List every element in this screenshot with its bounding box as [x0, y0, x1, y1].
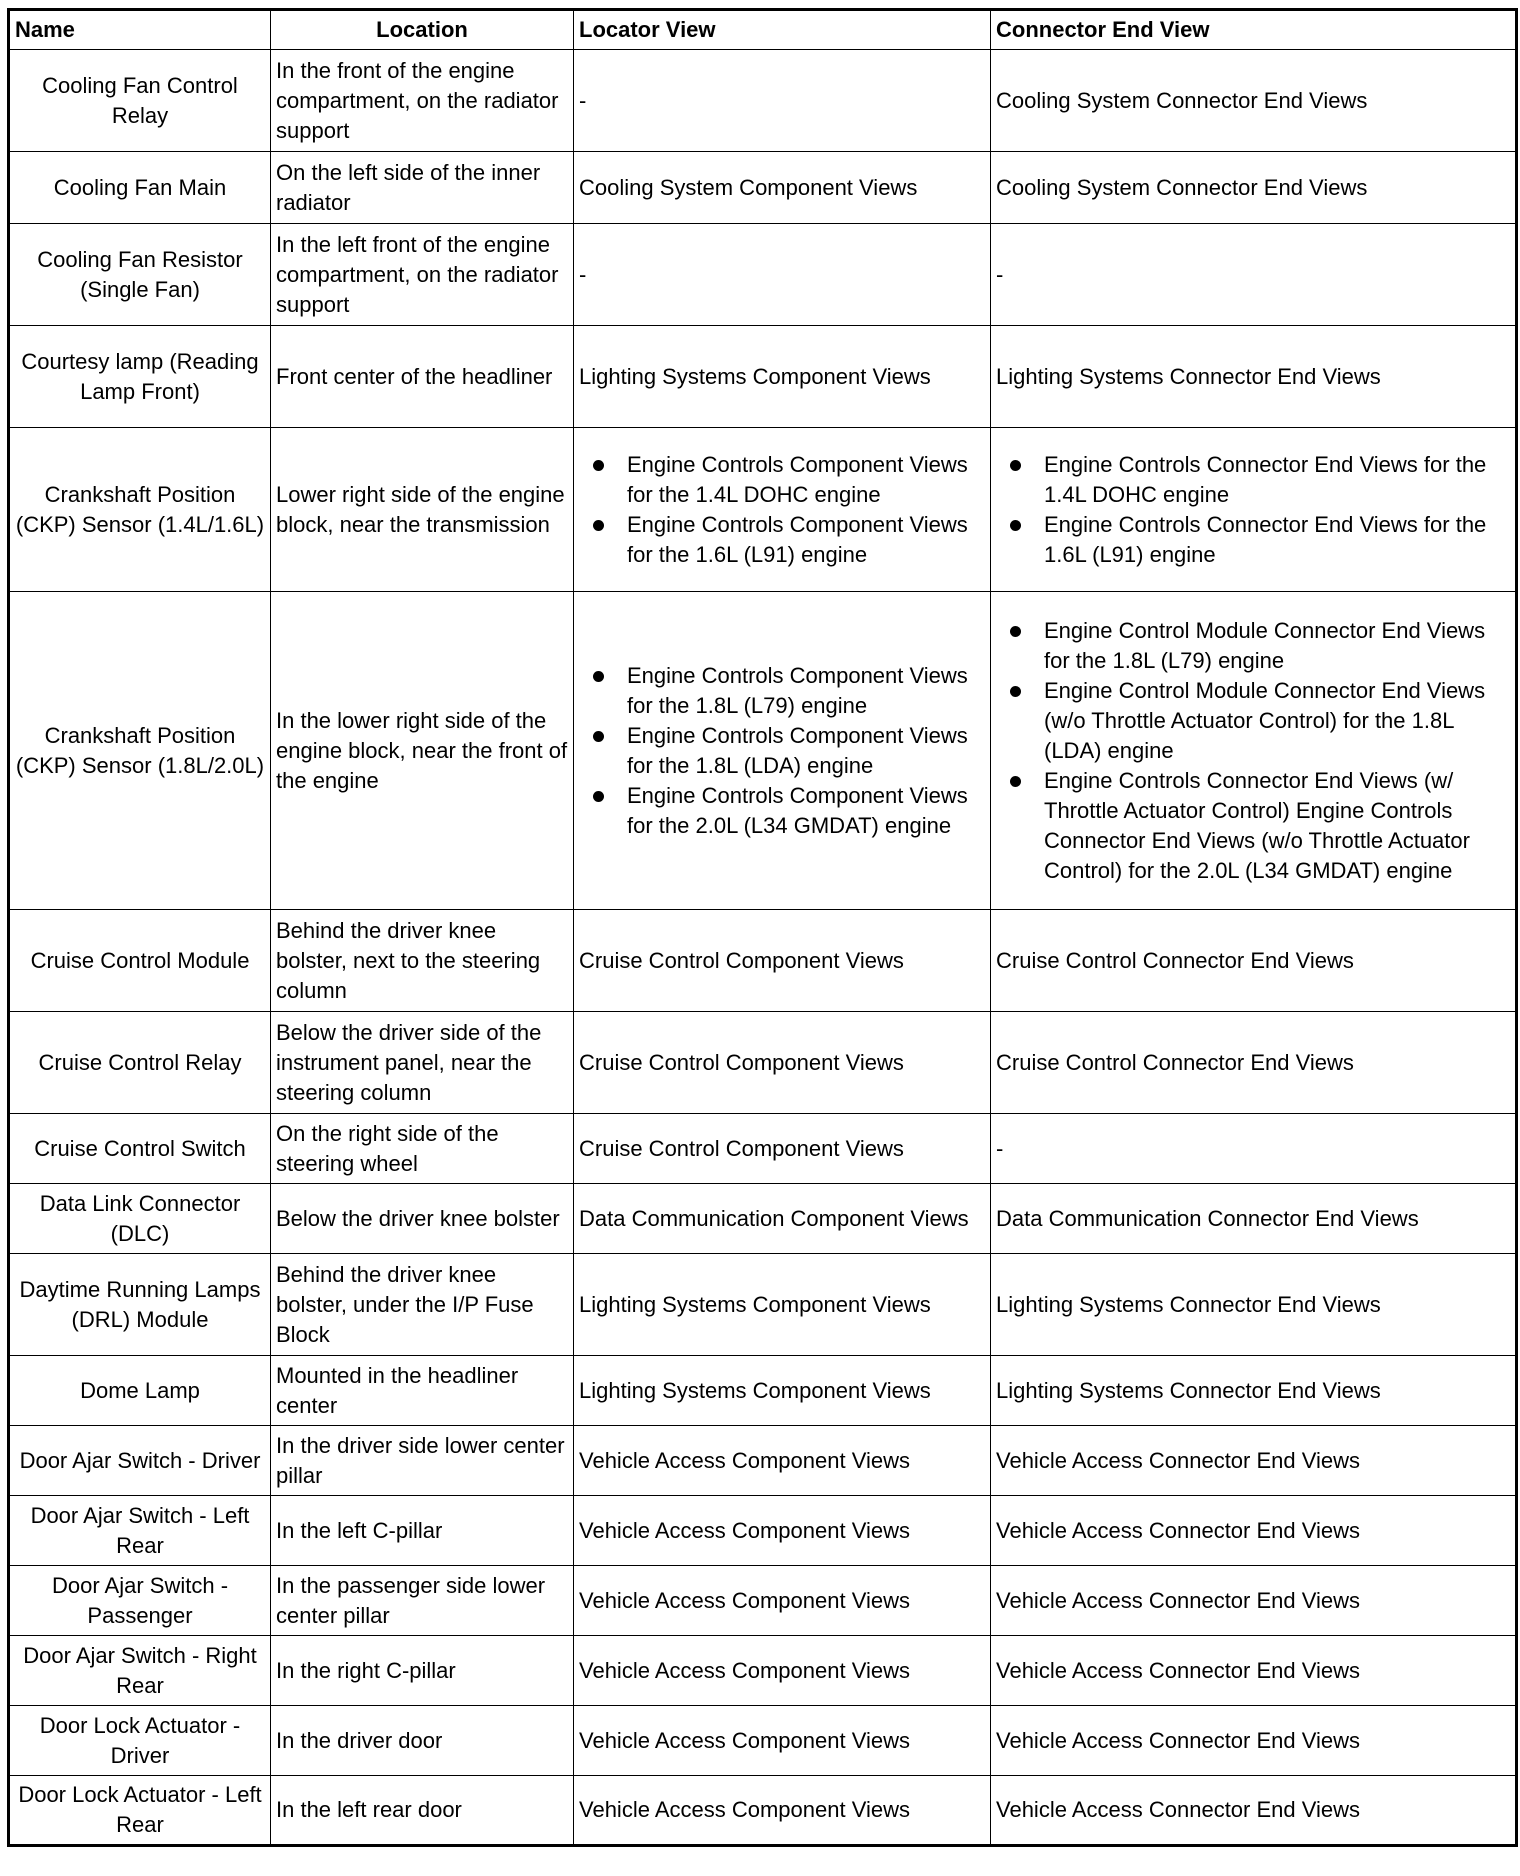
connector-end-view-cell: Cooling System Connector End Views: [991, 50, 1517, 152]
connector-end-view-cell: Vehicle Access Connector End Views: [991, 1776, 1517, 1846]
connector-end-view-cell: Cruise Control Connector End Views: [991, 1012, 1517, 1114]
bullet-item: Engine Controls Connector End Views for the 1.6L (L91) engine: [1044, 510, 1510, 570]
connector-end-view-cell: Vehicle Access Connector End Views: [991, 1566, 1517, 1636]
location-cell: Behind the driver knee bolster, under the I/P Fuse Block: [271, 1254, 574, 1356]
location-cell: In the left front of the engine compartment, on the radiator support: [271, 224, 574, 326]
connector-end-view-cell: Cooling System Connector End Views: [991, 152, 1517, 224]
connector-end-view-cell: Lighting Systems Connector End Views: [991, 1254, 1517, 1356]
locator-view-cell: -: [574, 224, 991, 326]
table-row: [9, 50, 1517, 152]
header-connector-end-view: Connector End View: [991, 10, 1517, 50]
table-row: [9, 1426, 1517, 1496]
connector-end-view-cell: Lighting Systems Connector End Views: [991, 326, 1517, 428]
table-row: [9, 1776, 1517, 1846]
name-cell: Cruise Control Relay: [9, 1012, 271, 1114]
table-row: [9, 1566, 1517, 1636]
locator-view-cell: Lighting Systems Component Views: [574, 1254, 991, 1356]
location-cell: Below the driver side of the instrument panel, near the steering column: [271, 1012, 574, 1114]
table-row: [9, 1012, 1517, 1114]
connector-end-view-cell: [991, 592, 1517, 910]
bullet-item: Engine Control Module Connector End Views (w/o Throttle Actuator Control) for the 1.8L (LDA) engine: [1044, 676, 1510, 766]
name-cell: Door Ajar Switch - Driver: [9, 1426, 271, 1496]
locator-view-cell: Cruise Control Component Views: [574, 1114, 991, 1184]
locator-view-cell: Cruise Control Component Views: [574, 1012, 991, 1114]
bullet-list: [579, 661, 985, 841]
location-cell: In the right C-pillar: [271, 1636, 574, 1706]
location-cell: In the driver door: [271, 1706, 574, 1776]
bullet-item: Engine Control Module Connector End Views for the 1.8L (L79) engine: [1044, 616, 1510, 676]
locator-view-cell: Lighting Systems Component Views: [574, 326, 991, 428]
header-locator-view: Locator View: [574, 10, 991, 50]
connector-end-view-cell: Vehicle Access Connector End Views: [991, 1426, 1517, 1496]
name-cell: Cruise Control Module: [9, 910, 271, 1012]
connector-end-view-cell: Vehicle Access Connector End Views: [991, 1496, 1517, 1566]
locator-view-cell: Vehicle Access Component Views: [574, 1566, 991, 1636]
location-cell: Mounted in the headliner center: [271, 1356, 574, 1426]
locator-view-cell: Cooling System Component Views: [574, 152, 991, 224]
name-cell: Crankshaft Position (CKP) Sensor (1.8L/2.0L): [9, 592, 271, 910]
component-locator-table: [7, 8, 1518, 1847]
bullet-item: Engine Controls Component Views for the 2.0L (L34 GMDAT) engine: [627, 781, 985, 841]
locator-view-cell: Data Communication Component Views: [574, 1184, 991, 1254]
location-cell: Lower right side of the engine block, near the transmission: [271, 428, 574, 592]
locator-view-cell: Cruise Control Component Views: [574, 910, 991, 1012]
name-cell: Courtesy lamp (Reading Lamp Front): [9, 326, 271, 428]
connector-end-view-cell: Cruise Control Connector End Views: [991, 910, 1517, 1012]
name-cell: Door Ajar Switch - Right Rear: [9, 1636, 271, 1706]
bullet-item: Engine Controls Connector End Views (w/ Throttle Actuator Control) Engine Controls Connector End Views (w/o Throttle Actuator Control) for the 2.0L (L34 GMDAT) engine: [1044, 766, 1510, 886]
name-cell: Crankshaft Position (CKP) Sensor (1.4L/1.6L): [9, 428, 271, 592]
connector-end-view-cell: Vehicle Access Connector End Views: [991, 1636, 1517, 1706]
table-row: [9, 1254, 1517, 1356]
location-cell: Below the driver knee bolster: [271, 1184, 574, 1254]
location-cell: In the left C-pillar: [271, 1496, 574, 1566]
table-row: [9, 1636, 1517, 1706]
location-cell: In the lower right side of the engine block, near the front of the engine: [271, 592, 574, 910]
table-body: [9, 50, 1517, 1846]
name-cell: Cooling Fan Main: [9, 152, 271, 224]
locator-view-cell: Vehicle Access Component Views: [574, 1496, 991, 1566]
name-cell: Door Ajar Switch - Passenger: [9, 1566, 271, 1636]
location-cell: Front center of the headliner: [271, 326, 574, 428]
table-row: [9, 326, 1517, 428]
connector-end-view-cell: -: [991, 1114, 1517, 1184]
name-cell: Door Lock Actuator - Driver: [9, 1706, 271, 1776]
connector-end-view-cell: Vehicle Access Connector End Views: [991, 1706, 1517, 1776]
location-cell: In the driver side lower center pillar: [271, 1426, 574, 1496]
name-cell: Dome Lamp: [9, 1356, 271, 1426]
table-row: [9, 1184, 1517, 1254]
locator-view-cell: Vehicle Access Component Views: [574, 1776, 991, 1846]
table-row: [9, 152, 1517, 224]
table-row: [9, 1356, 1517, 1426]
location-cell: In the passenger side lower center pillar: [271, 1566, 574, 1636]
bullet-list: [579, 450, 985, 570]
bullet-item: Engine Controls Connector End Views for the 1.4L DOHC engine: [1044, 450, 1510, 510]
connector-end-view-cell: Lighting Systems Connector End Views: [991, 1356, 1517, 1426]
header-name: Name: [9, 10, 271, 50]
table-row: [9, 428, 1517, 592]
location-cell: On the left side of the inner radiator: [271, 152, 574, 224]
bullet-item: Engine Controls Component Views for the 1.4L DOHC engine: [627, 450, 985, 510]
locator-view-cell: [574, 592, 991, 910]
connector-end-view-cell: Data Communication Connector End Views: [991, 1184, 1517, 1254]
name-cell: Cooling Fan Control Relay: [9, 50, 271, 152]
bullet-list: [996, 450, 1510, 570]
location-cell: In the front of the engine compartment, on the radiator support: [271, 50, 574, 152]
bullet-item: Engine Controls Component Views for the 1.8L (LDA) engine: [627, 721, 985, 781]
name-cell: Cooling Fan Resistor (Single Fan): [9, 224, 271, 326]
name-cell: Door Ajar Switch - Left Rear: [9, 1496, 271, 1566]
location-cell: In the left rear door: [271, 1776, 574, 1846]
connector-end-view-cell: -: [991, 224, 1517, 326]
name-cell: Daytime Running Lamps (DRL) Module: [9, 1254, 271, 1356]
table-row: [9, 1706, 1517, 1776]
name-cell: Cruise Control Switch: [9, 1114, 271, 1184]
table-row: [9, 1114, 1517, 1184]
name-cell: Door Lock Actuator - Left Rear: [9, 1776, 271, 1846]
table-row: [9, 910, 1517, 1012]
locator-view-cell: Vehicle Access Component Views: [574, 1706, 991, 1776]
location-cell: On the right side of the steering wheel: [271, 1114, 574, 1184]
table-row: [9, 224, 1517, 326]
header-row: [9, 10, 1517, 50]
locator-view-cell: -: [574, 50, 991, 152]
bullet-item: Engine Controls Component Views for the 1.6L (L91) engine: [627, 510, 985, 570]
table-row: [9, 592, 1517, 910]
locator-view-cell: Vehicle Access Component Views: [574, 1636, 991, 1706]
header-location: Location: [271, 10, 574, 50]
locator-view-cell: Vehicle Access Component Views: [574, 1426, 991, 1496]
bullet-list: [996, 616, 1510, 886]
location-cell: Behind the driver knee bolster, next to the steering column: [271, 910, 574, 1012]
locator-view-cell: Lighting Systems Component Views: [574, 1356, 991, 1426]
name-cell: Data Link Connector (DLC): [9, 1184, 271, 1254]
locator-view-cell: [574, 428, 991, 592]
table-row: [9, 1496, 1517, 1566]
connector-end-view-cell: [991, 428, 1517, 592]
bullet-item: Engine Controls Component Views for the 1.8L (L79) engine: [627, 661, 985, 721]
